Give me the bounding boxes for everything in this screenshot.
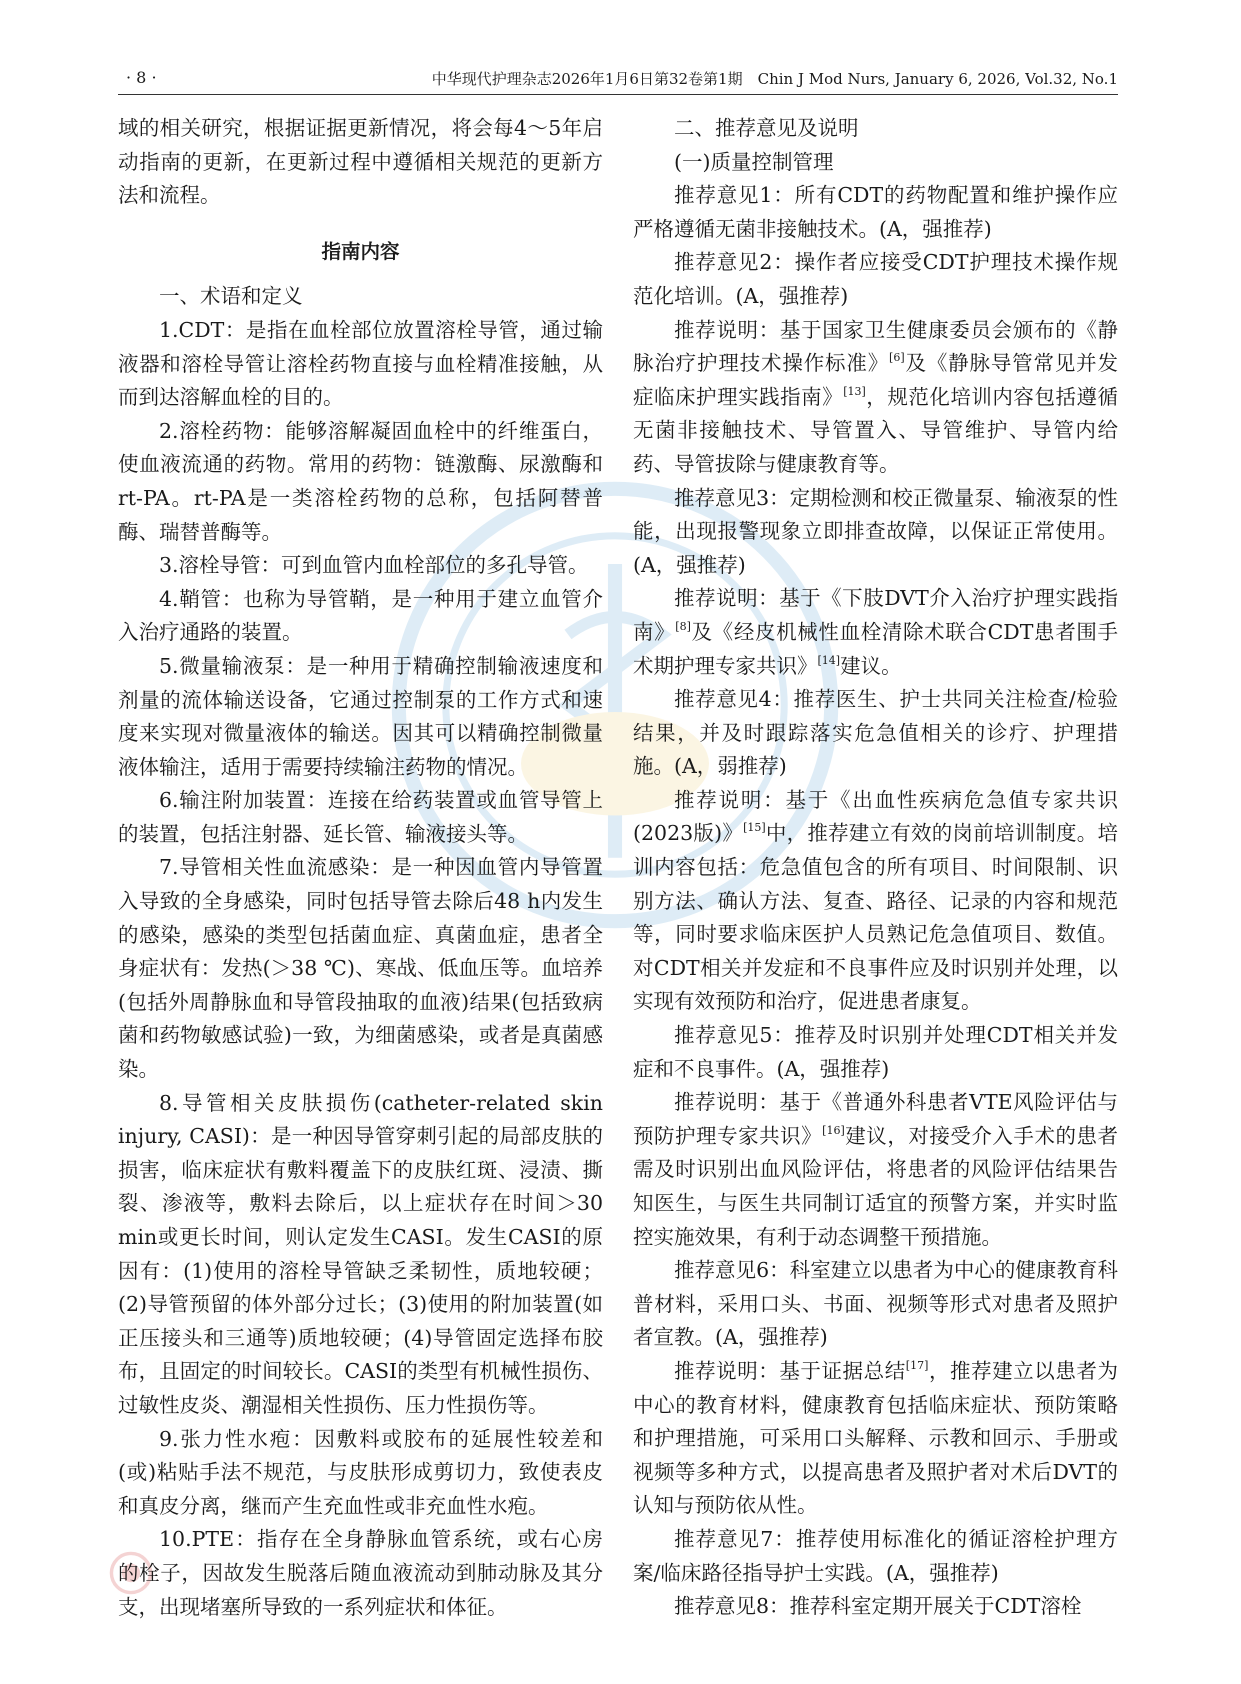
paragraph-text: 建议。 <box>840 653 902 678</box>
paragraph <box>633 482 1118 583</box>
paragraph-text: 及《静脉导管常见并发症临床护理实践指南》 <box>633 351 1119 409</box>
citation-reference: [14] <box>817 653 841 667</box>
citation-reference: [6] <box>889 351 905 365</box>
paragraph-text: 1.CDT：是指在血栓部位放置溶栓导管，通过输液器和溶栓导管让溶栓药物直接与血栓精准接触，从而到达溶解血栓的目的。 <box>118 317 603 410</box>
paragraph <box>633 784 1118 1019</box>
paragraph-text: 推荐说明：基于《普通外科患者VTE风险评估与预防护理专家共识》 <box>633 1090 1118 1148</box>
paragraph-text: 3.溶栓导管：可到血管内血栓部位的多孔导管。 <box>159 553 589 578</box>
paragraph-text: 4.鞘管：也称为导管鞘，是一种用于建立血管介入治疗通路的装置。 <box>118 586 603 645</box>
paragraph <box>633 1086 1118 1254</box>
page-number: · 8 · <box>126 68 157 87</box>
paragraph <box>633 582 1118 683</box>
paragraph-text: (一)质量控制管理 <box>674 149 834 174</box>
paragraph <box>633 314 1118 482</box>
journal-running-title: 中华现代护理杂志2026年1月6日第32卷第1期 Chin J Mod Nurs, January 6, 2026, Vol.32, No.1 <box>431 70 1118 88</box>
paragraph <box>118 1523 603 1624</box>
paragraph <box>633 112 1118 146</box>
paragraph-text: 及《经皮机械性血栓清除术联合CDT患者围手术期护理专家共识》 <box>633 619 1118 678</box>
paragraph-text: 5.微量输液泵：是一种用于精确控制输液速度和剂量的流体输送设备，它通过控制泵的工作方式和速度来实现对微量液体的输送。因其可以精确控制微量液体输注，适用于需要持续输注药物的情况。 <box>118 653 603 779</box>
paragraph-text: 域的相关研究，根据证据更新情况，将会每4～5年启动指南的更新，在更新过程中遵循相关规范的更新方法和流程。 <box>118 116 603 208</box>
paragraph <box>118 583 603 650</box>
citation-reference: [8] <box>675 619 691 633</box>
paragraph-text: 推荐意见4：推荐医生、护士共同关注检查/检验结果，并及时跟踪落实危急值相关的诊疗、护理措施。(A，弱推荐) <box>633 687 1118 779</box>
paragraph-text: 推荐意见3：定期检测和校正微量泵、输液泵的性能，出现报警现象立即排查故障，以保证正常使用。(A，强推荐) <box>633 485 1118 577</box>
paragraph <box>633 1590 1118 1624</box>
paragraph-text: 7.导管相关性血流感染：是一种因血管内导管置入导致的全身感染，同时包括导管去除后48 h内发生的感染，感染的类型包括菌血症、真菌血症，患者全身症状有：发热(＞38 ℃)、寒战、低血压等。血培养(包括外周静脉血和导管段抽取的血液)结果(包括致病菌和药物敏感试验)一致，为细菌感染，或者是真菌感染。 <box>118 855 603 1082</box>
paragraph <box>118 314 603 415</box>
paragraph <box>118 280 603 314</box>
paragraph-text: 8.导管相关皮肤损伤(catheter-related skin injury, CASI)：是一种因导管穿刺引起的局部皮肤的损害，临床症状有敷料覆盖下的皮肤红斑、浸渍、撕裂、渗液等，敷料去除后，以上症状存在时间＞30 min或更长时间，则认定发生CASI。发生CASI的原因有：(1)使用的溶栓导管缺乏柔韧性，质地较硬；(2)导管预留的体外部分过长；(3)使用的附加装置(如正压接头和三通等)质地较硬；(4)导管固定选择布胶布，且固定的时间较长。CASI的类型有机械性损伤、过敏性皮炎、潮湿相关性损伤、压力性损伤等。 <box>118 1090 603 1417</box>
left-column <box>118 112 603 1624</box>
paragraph <box>633 179 1118 246</box>
paragraph-text: ，规范化培训内容包括遵循无菌非接触技术、导管置入、导管维护、导管内给药、导管拔除与健康教育等。 <box>633 384 1119 476</box>
paragraph <box>118 851 603 1086</box>
right-column <box>633 112 1118 1624</box>
paragraph-text: 推荐说明：基于《出血性疾病危急值专家共识(2023版)》 <box>633 787 1118 846</box>
paragraph-text: 推荐意见8：推荐科室定期开展关于CDT溶栓 <box>674 1594 1082 1619</box>
paragraph <box>633 1523 1118 1590</box>
paragraph <box>633 683 1118 784</box>
citation-reference: [15] <box>743 821 766 835</box>
paragraph <box>118 784 603 851</box>
citation-reference: [13] <box>843 384 866 398</box>
paragraph <box>633 1019 1118 1086</box>
header-rule <box>118 94 1118 95</box>
paragraph <box>633 146 1118 180</box>
paragraph <box>633 246 1118 313</box>
paragraph-text: 二、推荐意见及说明 <box>674 116 859 140</box>
paragraph-text: 推荐意见2：操作者应接受CDT护理技术操作规范化培训。(A，强推荐) <box>633 250 1118 308</box>
citation-reference: [17] <box>905 1358 929 1372</box>
section-heading: 指南内容 <box>321 239 400 263</box>
paragraph <box>118 1087 603 1423</box>
paragraph-text: 推荐说明：基于《下肢DVT介入治疗护理实践指南》 <box>633 586 1118 644</box>
paragraph-text: 推荐说明：基于国家卫生健康委员会颁布的《静脉治疗护理技术操作标准》 <box>633 317 1118 376</box>
paragraph-text: 2.溶栓药物：能够溶解凝固血栓中的纤维蛋白，使血液流通的药物。常用的药物：链激酶、尿激酶和rt-PA。rt-PA是一类溶栓药物的总称，包括阿替普酶、瑞替普酶等。 <box>118 418 603 544</box>
paragraph-text: 9.张力性水疱：因敷料或胶布的延展性较差和(或)粘贴手法不规范，与皮肤形成剪切力，致使表皮和真皮分离，继而产生充血性或非充血性水疱。 <box>118 1426 603 1518</box>
paragraph-text: 推荐说明：基于证据总结 <box>674 1358 906 1383</box>
paragraph <box>118 549 603 583</box>
paragraph-text: 6.输注附加装置：连接在给药装置或血管导管上的装置，包括注射器、延长管、输液接头等。 <box>118 788 603 846</box>
paragraph-text: 推荐意见5：推荐及时识别并处理CDT相关并发症和不良事件。(A，强推荐) <box>633 1023 1118 1081</box>
paragraph-text: 中，推荐建立有效的岗前培训制度。培训内容包括：危急值包含的所有项目、时间限制、识别方法、确认方法、复查、路径、记录的内容和规范等，同时要求临床医护人员熟记危急值项目、数值。对CDT相关并发症和不良事件应及时识别并处理，以实现有效预防和治疗，促进患者康复。 <box>633 821 1119 1014</box>
paragraph-text: 一、术语和定义 <box>159 284 303 309</box>
paragraph <box>118 1423 603 1524</box>
paragraph <box>118 112 603 213</box>
paragraph-text: 推荐意见7：推荐使用标准化的循证溶栓护理方案/临床路径指导护士实践。(A，强推荐) <box>633 1526 1118 1585</box>
paragraph <box>633 1355 1118 1523</box>
paragraph <box>118 415 603 549</box>
paragraph-text: 10.PTE：指存在全身静脉血管系统，或右心房的栓子，因故发生脱落后随血液流动到肺动脉及其分支，出现堵塞所导致的一系列症状和体征。 <box>118 1527 603 1619</box>
citation-reference: [16] <box>822 1123 845 1137</box>
paragraph <box>633 1254 1118 1355</box>
paragraph-text: 建议，对接受介入手术的患者需及时识别出血风险评估，将患者的风险评估结果告知医生，与医生共同制订适宜的预警方案，并实时监控实施效果，有利于动态调整干预措施。 <box>633 1123 1119 1249</box>
paragraph <box>118 650 603 784</box>
paragraph-text: 推荐意见1：所有CDT的药物配置和维护操作应严格遵循无菌非接触技术。(A，强推荐) <box>633 183 1118 241</box>
paragraph-text: 推荐意见6：科室建立以患者为中心的健康教育科普材料，采用口头、书面、视频等形式对患者及照护者宣教。(A，强推荐) <box>633 1258 1118 1350</box>
paragraph-text: ，推荐建立以患者为中心的教育材料，健康教育包括临床症状、预防策略和护理措施，可采用口头解释、示教和回示、手册或视频等多种方式，以提高患者及照护者对术后DVT的认知与预防依从性。 <box>633 1358 1119 1518</box>
running-header <box>118 68 1118 92</box>
